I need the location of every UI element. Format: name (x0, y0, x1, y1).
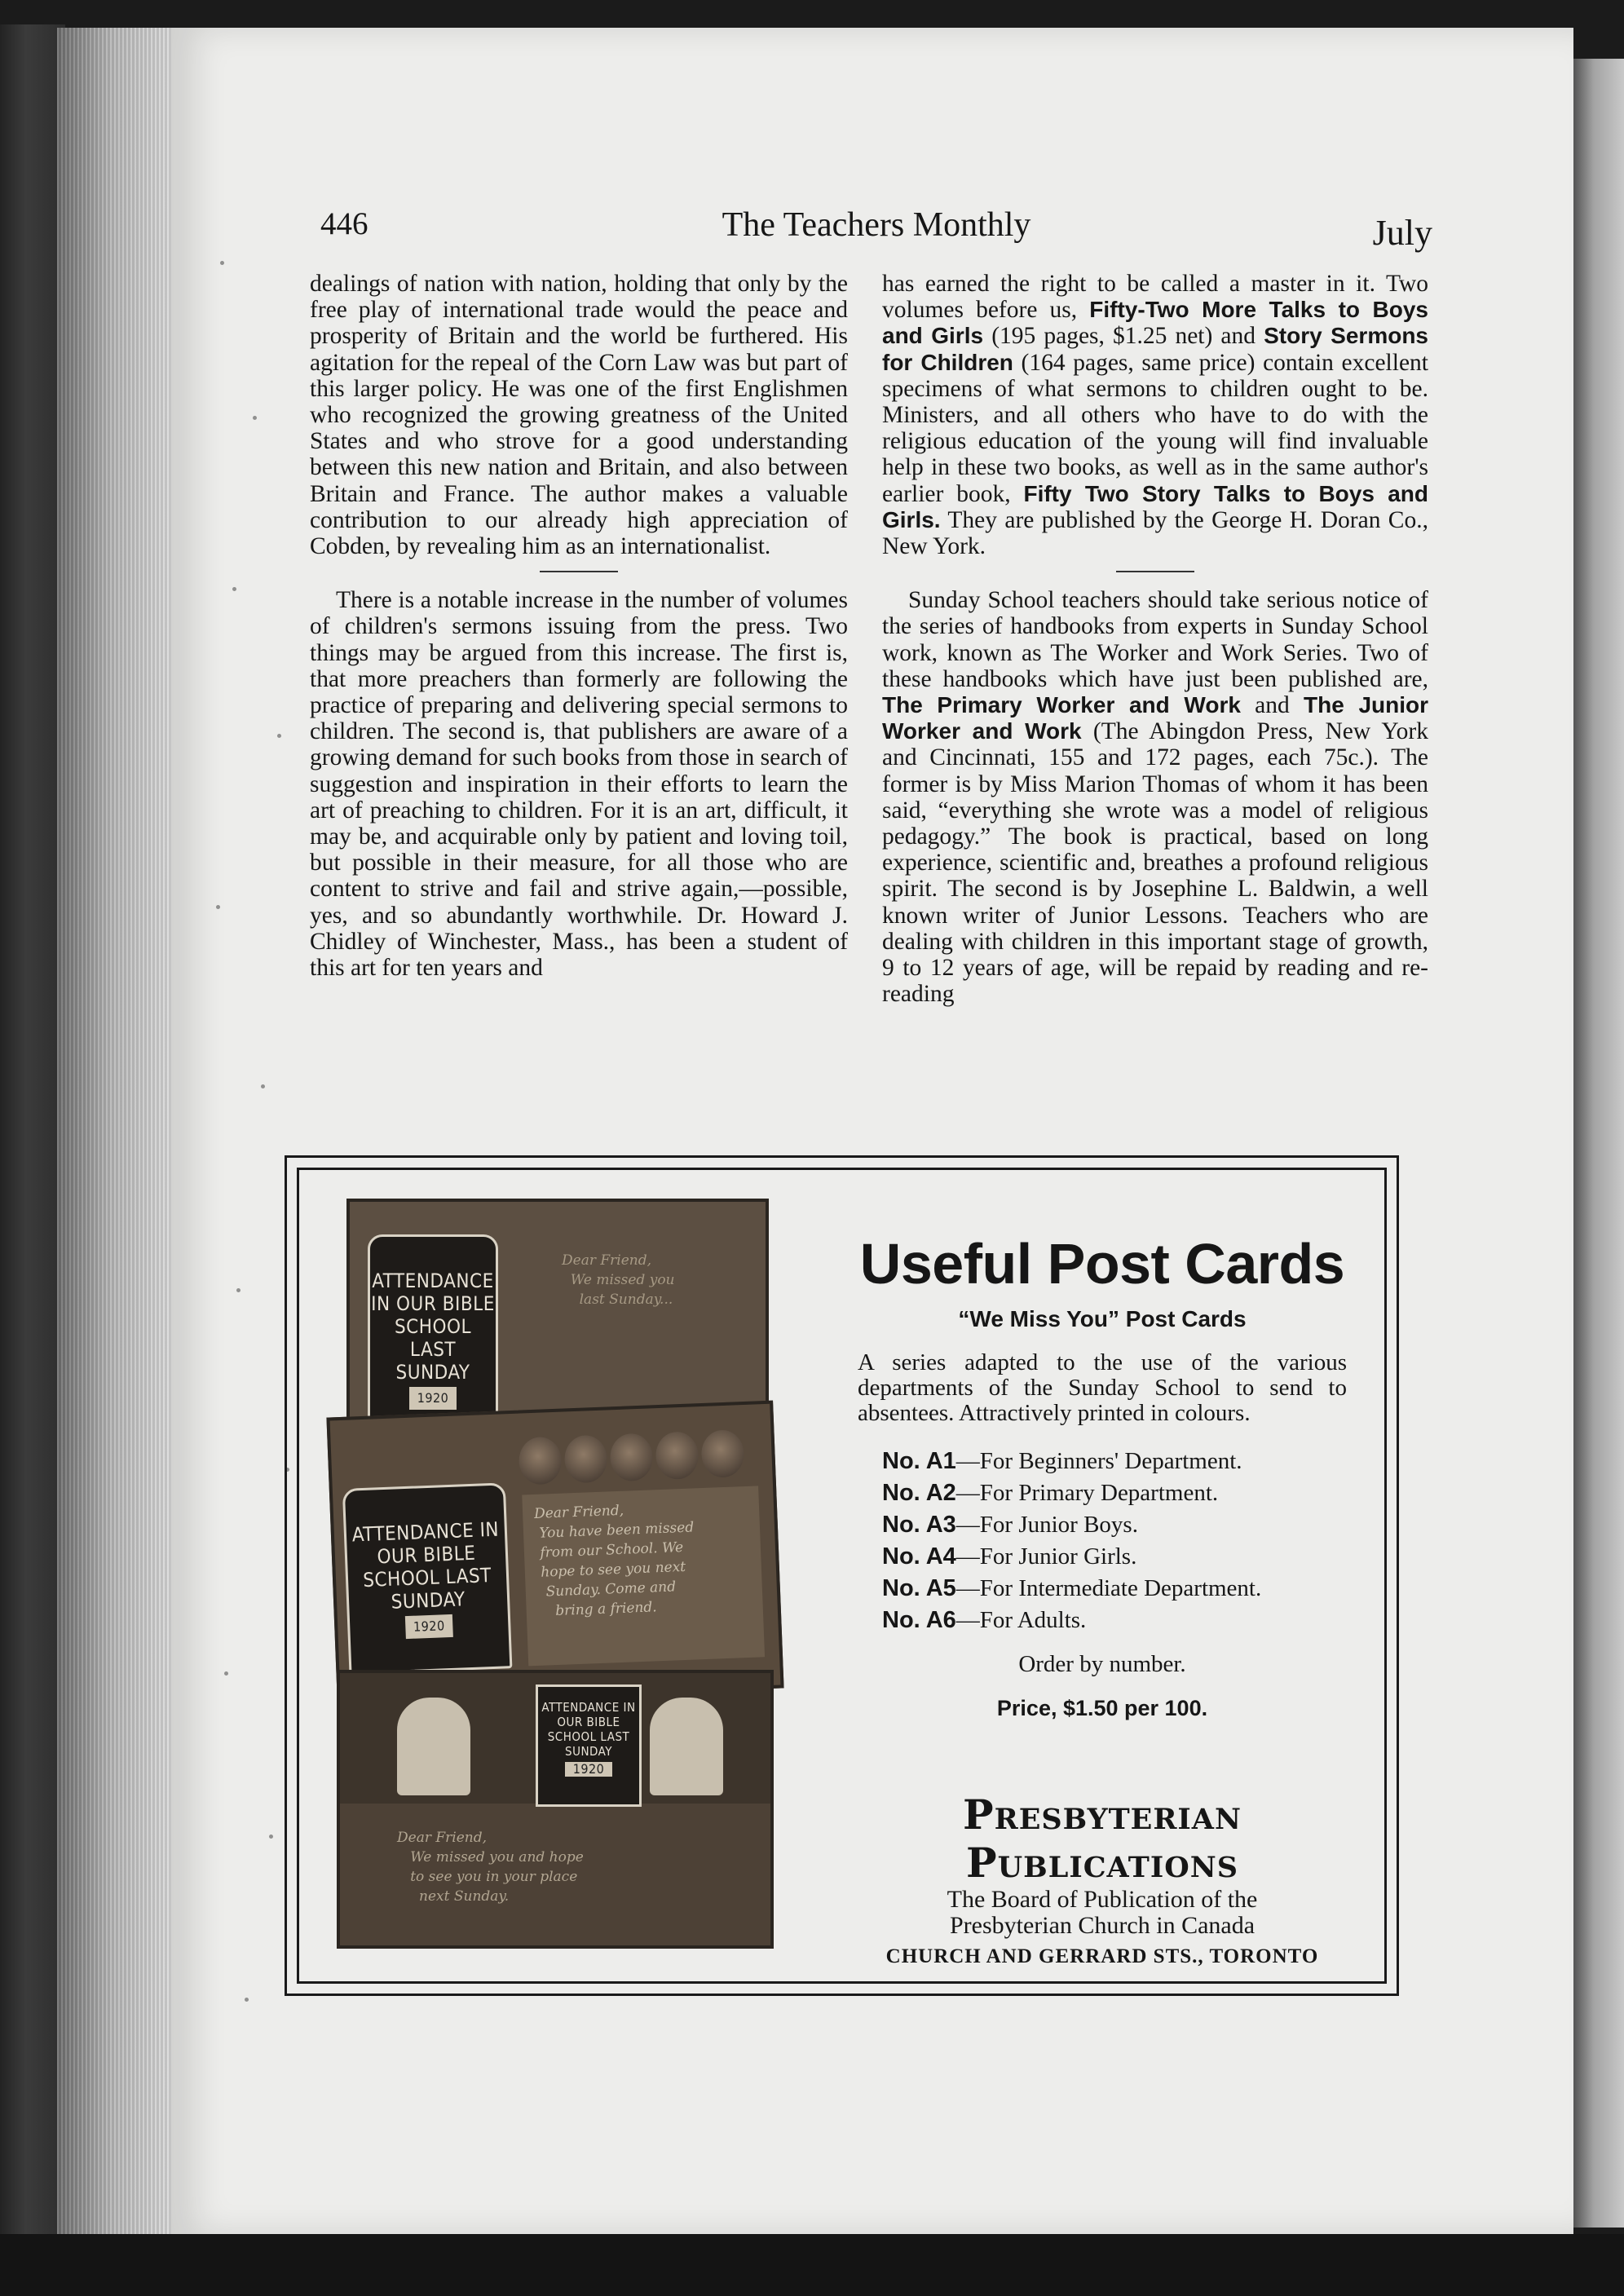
section-divider (540, 571, 618, 572)
card-handwriting: Dear Friend, We missed you and hope to see you in your place next Sunday. (397, 1830, 584, 1905)
list-item: No. A6—For Adults. (882, 1607, 1087, 1633)
figure-illustration (397, 1698, 470, 1795)
ad-subtitle: “We Miss You” Post Cards (958, 1306, 1247, 1331)
list-item: No. A2—For Primary Department. (882, 1480, 1219, 1506)
ad-title: Useful Post Cards (859, 1232, 1345, 1296)
order-note: Order by number. (1018, 1651, 1186, 1677)
product-list (858, 1446, 1347, 1636)
publisher-name: Presbyterian Publications (963, 1790, 1242, 1887)
list-item: No. A3—For Junior Boys. (882, 1512, 1138, 1538)
figure-illustration (650, 1698, 723, 1795)
bottom-background (0, 2234, 1624, 2296)
book-binding (0, 24, 65, 2275)
journal-title: The Teachers Monthly (722, 206, 1031, 244)
advertisement-box (285, 1155, 1399, 1996)
price: Price, $1.50 per 100. (996, 1696, 1208, 1720)
paragraph-childrens-sermons: There is a notable increase in the number of volumes of children's sermons issuing from the press. Two things may be argued from this increase. The first is, that more preachers than formerly are following the practice of preparing and delivering special sermons to children. The second is, that publishers are aware of a growing demand for such books from those in search of suggestion and inspiration in their efforts to learn the art of preaching to children. For it is an art, difficult, it may be, and acquirable only by patient and loving toil, but possible in their measure, for all those who are content to strive and fail and strive again,—possible, yes, and so abundantly worthwhile. Dr. Howard J. Chidley of Winchester, Mass., has been a student of this art for ten years and (310, 587, 848, 982)
paragraph-worker-series: Sunday School teachers should take serious notice of the series of handbooks from experts in Sunday School work, known as The Worker and Work Series. Two of these handbooks which have just been published are, The Primary Worker and Work and The Junior Worker and Work (The Abingdon Press, New York and Cincinnati, 155 and 172 pages, each 75c.). The former is by Miss Marion Thomas of whom it has been said, “everything she wrote was a model of religious pedagogy.” The book is practical, based on long experience, scientific and, breathes a profound religious spirit. The second is by Josephine L. Baldwin, a well known writer of Junior Lessons. Teachers who are dealing with children in this important stage of growth, 9 to 12 years of age, will be repaid by reading and re-reading (882, 587, 1429, 1008)
section-divider (1116, 571, 1194, 572)
children-heads-illustration (519, 1428, 765, 1486)
book-title: The Junior Worker and Work (882, 692, 1429, 744)
card-handwriting: Dear Friend, You have been missed from our School. We hope to see you next Sunday. Come and bring a friend. (533, 1502, 695, 1620)
attendance-tile: ATTENDANCE IN OUR BIBLE SCHOOL LAST SUNDAY 1920 (342, 1482, 513, 1675)
page-number: 446 (320, 206, 368, 241)
advertisement-text (858, 1231, 1347, 1721)
publisher-address: CHURCH AND GERRARD STS., TORONTO (885, 1945, 1319, 1967)
issue-month: July (1372, 213, 1432, 253)
left-column (310, 271, 848, 981)
running-header (320, 194, 1432, 251)
facing-page-edge (1573, 59, 1624, 2228)
attendance-tile: ATTENDANCE IN OUR BIBLE SCHOOL LAST SUNDAY 1920 (368, 1234, 498, 1434)
postcard-image (337, 1670, 774, 1949)
publisher-block (858, 1790, 1347, 1968)
paragraph-cobden: dealings of nation with nation, holding that only by the free play of international trade would the peace and prosperity of Britain and the world be furthered. His agitation for the repeal of the Corn Law was but part of this larger policy. He was one of the first Englishmen who recognized the growing greatness of the United States and who strove for a good understanding between this new nation and Britain, and also between Britain and France. The author makes a valuable contribution to our already high appreciation of Cobden, by revealing him as an internationalist. (310, 271, 848, 560)
right-column (882, 271, 1428, 1007)
attendance-tile: ATTENDANCE IN OUR BIBLE SCHOOL LAST SUNDAY 1920 (536, 1684, 642, 1807)
book-title: The Primary Worker and Work (882, 692, 1241, 718)
publisher-line: The Board of Publication of the (947, 1886, 1258, 1913)
list-item: No. A5—For Intermediate Department. (882, 1575, 1262, 1601)
list-item: No. A4—For Junior Girls. (882, 1543, 1137, 1570)
postcard-photo (332, 1199, 776, 1942)
book-title: Fifty Two Story Talks to Boys and Girls. (882, 480, 1428, 532)
book-title: Story Sermons for Children (882, 323, 1428, 375)
ad-description: A series adapted to the use of the various departments of the Sunday School to send to absentees. Attractively printed in colours. (858, 1349, 1347, 1426)
list-item: No. A1—For Beginners' Department. (882, 1448, 1242, 1474)
publisher-line: Presbyterian Church in Canada (949, 1912, 1256, 1939)
book-title: Fifty-Two More Talks to Boys and Girls (882, 297, 1428, 349)
paragraph-chidley-books: has earned the right to be called a master in it. Two volumes before us, Fifty-Two More Talks to Boys and Girls (195 pages, $1.25 net) and Story Sermons for Children (164 pages, same price) contain excellent specimens of what sermons to children ought to be. Ministers, and all others who have to do with the religious education of the young will find invaluable help in these two books, as well as in the same author's earlier book, Fifty Two Story Talks to Boys and Girls. They are published by the George H. Doran Co., New York. (882, 271, 1428, 560)
postcard-image (326, 1401, 783, 1706)
card-handwriting: Dear Friend, We missed you last Sunday... (562, 1252, 675, 1308)
